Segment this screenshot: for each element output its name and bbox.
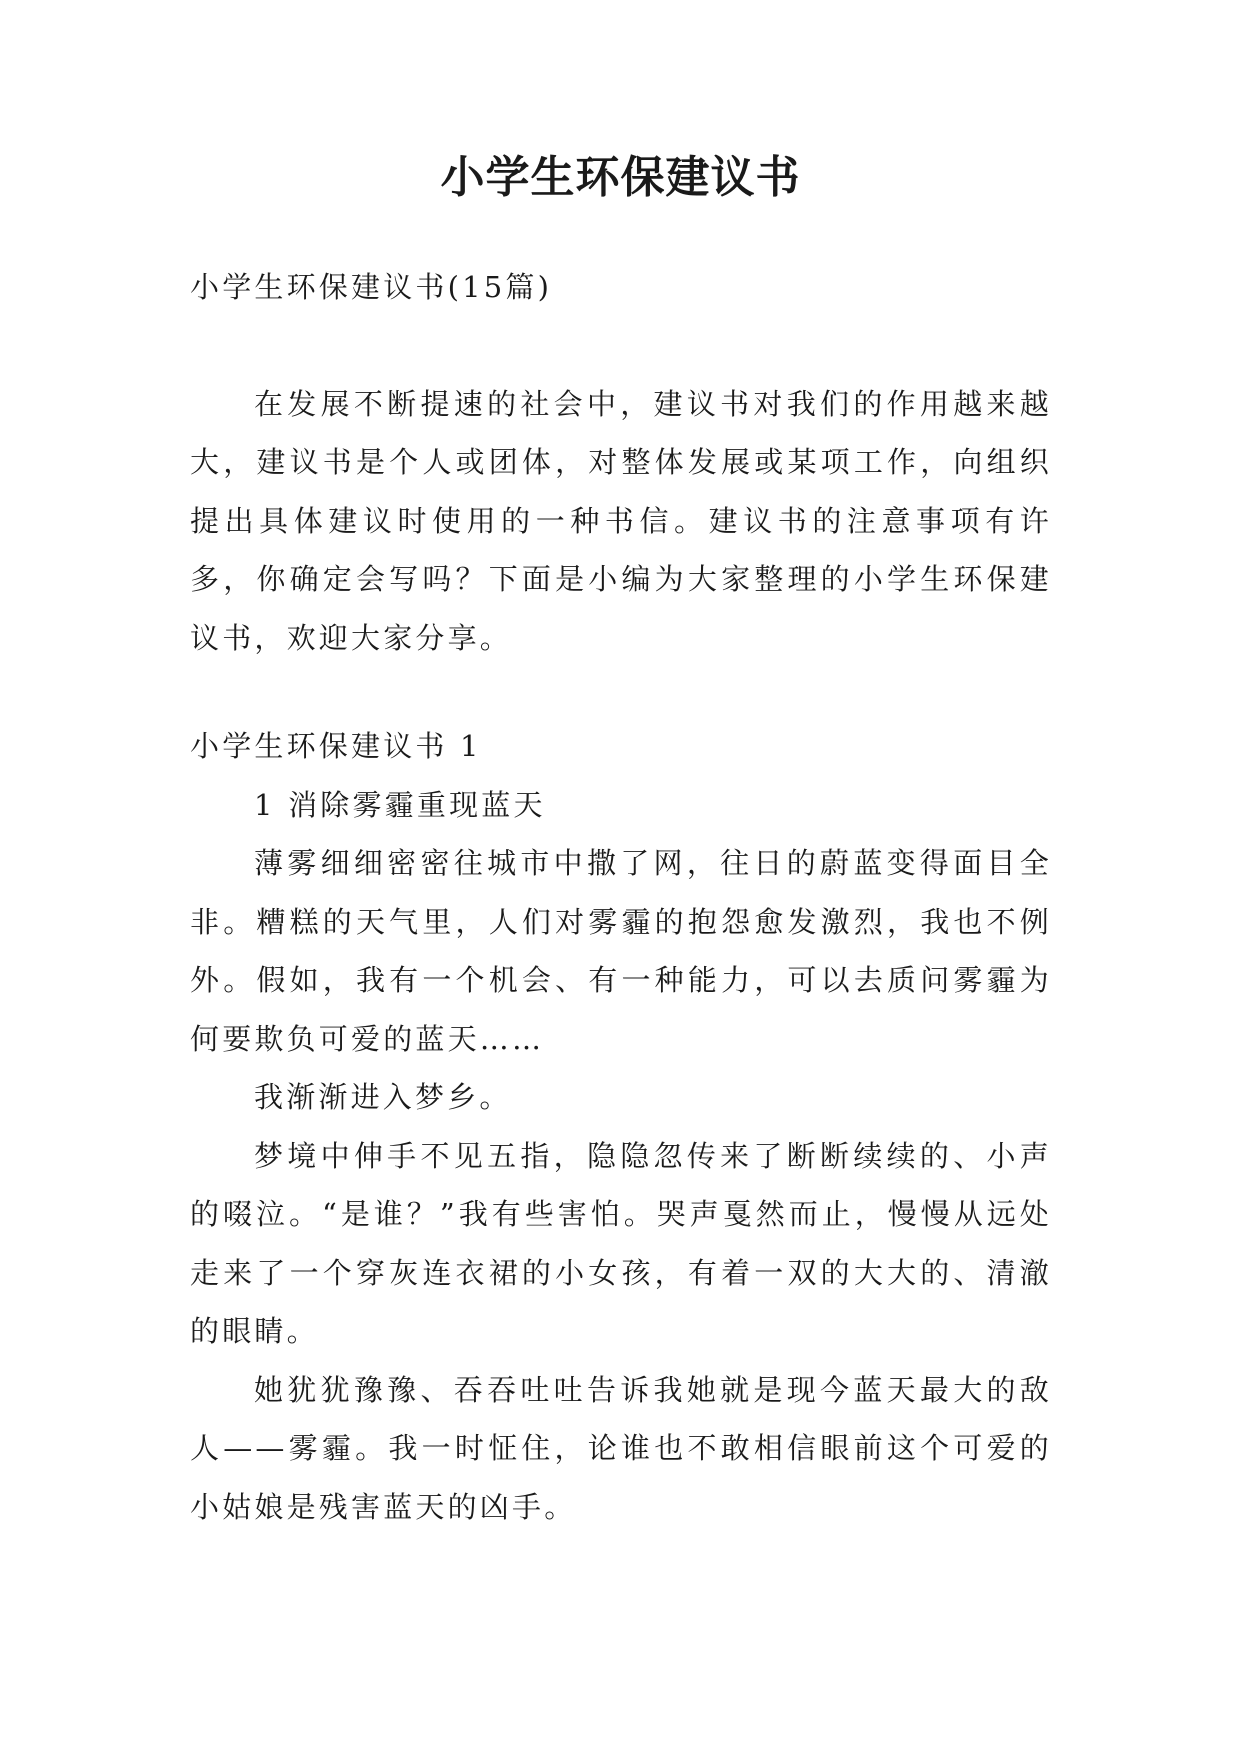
body-paragraph: 我渐渐进入梦乡。 bbox=[254, 1080, 512, 1114]
document-subtitle: 小学生环保建议书(15篇) bbox=[190, 270, 553, 304]
intro-paragraph: 在发展不断提速的社会中，建议书对我们的作用越来越大，建议书是个人或团体，对整体发展或某项工作，向组织提出具体建议时使用的一种书信。建议书的注意事项有许多，你确定会写吗？下面是小编为大家整理的小学生环保建议书，欢迎大家分享。 bbox=[190, 386, 1052, 655]
section-heading: 小学生环保建议书 1 bbox=[190, 729, 482, 763]
body-paragraph: 薄雾细细密密往城市中撒了网，往日的蔚蓝变得面目全非。糟糕的天气里，人们对雾霾的抱怨愈发激烈，我也不例外。假如，我有一个机会、有一种能力，可以去质问雾霾为何要欺负可爱的蓝天…… bbox=[190, 846, 1052, 1056]
document-body bbox=[190, 258, 1052, 1536]
document-title: 小学生环保建议书 bbox=[440, 152, 801, 203]
section-subheading: 1 消除雾霾重现蓝天 bbox=[254, 787, 546, 822]
body-paragraph: 梦境中伸手不见五指，隐隐忽传来了断断续续的、小声的啜泣。“是谁？”我有些害怕。哭声戛然而止，慢慢从远处走来了一个穿灰连衣裙的小女孩，有着一双的大大的、清澈的眼睛。 bbox=[190, 1138, 1052, 1348]
body-paragraph: 她犹犹豫豫、吞吞吐吐告诉我她就是现今蓝天最大的敌人——雾霾。我一时怔住，论谁也不敢相信眼前这个可爱的小姑娘是残害蓝天的凶手。 bbox=[190, 1372, 1052, 1524]
